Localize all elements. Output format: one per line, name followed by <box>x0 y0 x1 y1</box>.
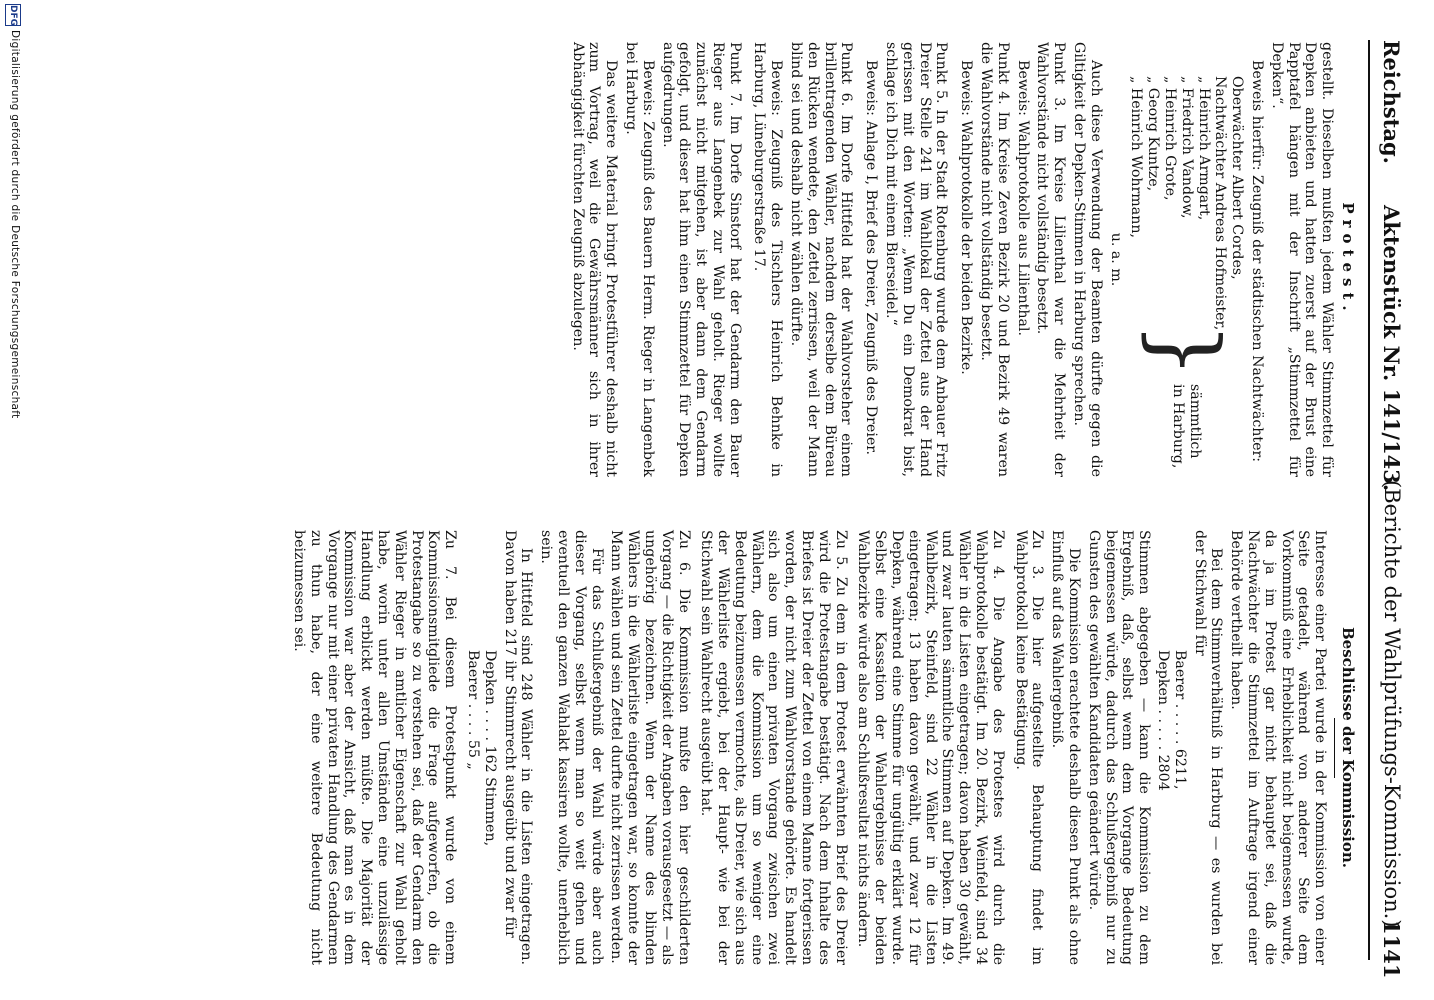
vote-name: Depken <box>1155 650 1172 705</box>
vote-name: Baerer <box>1171 650 1188 700</box>
page-header <box>1368 40 1410 979</box>
vote-row: Depken . . . . 162 Stimmen, <box>481 650 498 847</box>
header-right: (Berichte der Wahlprüfungs-Kommission.) <box>1380 480 1404 928</box>
names-list <box>1128 76 1246 331</box>
protest-title: Protest. <box>1339 202 1357 317</box>
punkt-6: Punkt 6. Im Dorfe Hittfeld hat der Wahlvorsteher einem brillentragenden Wähler, nachdem derselbe dem Büreau den Rücken wendete, den Zettel zerrissen, weil der Mann blind sei und deshalb nicht wählen dürfte. <box>788 42 855 477</box>
names-location: sämmtlich in Harburg, <box>1170 384 1204 469</box>
paragraph: Die Kommission erachtete deshalb diesen Punkt als ohne Einfluß auf das Wahlergebniß. <box>1049 530 1083 965</box>
page-number: 1141 <box>1379 920 1404 979</box>
brace-icon: } <box>1135 322 1239 378</box>
left-column-protest <box>566 42 1356 477</box>
vote-name: Depken <box>481 650 498 705</box>
dfg-logo-icon: DFG <box>5 4 21 26</box>
name-item: Nachtwächter Andreas Hofmeister, <box>1212 76 1229 331</box>
footer-text: Digitalisierung gefördert durch die Deutsche Forschungsgemeinschaft <box>9 30 21 419</box>
paragraph: Auch diese Verwendung der Beamten dürfte gegen die Giltigkeit der Depken-Stimmen in Harburg sprechen. <box>1071 42 1104 477</box>
vote-value: 6211, <box>1171 748 1188 790</box>
vote-value: 2804 <box>1155 754 1172 791</box>
name-item: „ Heinrich Armgart, <box>1195 76 1212 221</box>
names-etc: u. a. m. <box>1107 232 1124 287</box>
punkt-4: Punkt 4. Im Kreise Zeven Bezirk 20 und Bezirk 49 waren die Wahlvorstände nicht vollständig besetzt. <box>978 42 1011 477</box>
zu-6: Zu 6. Die Kommission mußte den hier geschilderten Vorgang — die Richtigkeit der Angaben vorausgesetzt — als ungehörig bezeichnen. Wenn der Name des blinden Wählers in die Wählerliste eingetragen war, so konnte der Mann wählen und sein Zettel durfte nicht zerrissen werden. <box>608 530 692 965</box>
paragraph: Stimmen abgegeben — kann die Kommission zu dem Ergebniß, daß, selbst wenn dem Vorgange Bedeutung beigemessen würde, dadurch das Schlußergebniß nur zu Gunsten des gewählten Kandidaten geändert würde. <box>1085 530 1153 965</box>
vote-row: Baerer . . . . . 6211, <box>1171 650 1188 790</box>
name-item: „ Georg Kuntze, <box>1145 76 1162 192</box>
beschluesse-title: Beschlüsse der Kommission. <box>1339 627 1357 868</box>
vote-value: 162 Stimmen, <box>481 745 498 847</box>
punkt-4-beweis: Beweis: Wahlprotokolle der beiden Bezirke. <box>958 60 975 375</box>
vote-name: Baerer <box>464 650 481 700</box>
name-item: Oberwächter Albert Cordes, <box>1229 76 1246 280</box>
header-left: Reichstag. <box>1379 40 1404 164</box>
paragraph: Das weitere Material bringt Protestführer deshalb nicht zum Vortrag, weil die Gewährsmänner sich in ihrer Abhängigkeit fürchten Zeugniß abzulegen. <box>569 42 620 477</box>
digitization-footer <box>2 0 24 1000</box>
punkt-7: Punkt 7. Im Dorfe Sinstorf hat der Gendarm den Bauer Rieger aus Langenbek zur Wahl geholt. Rieger wollte zunächst nicht mitgehen, ist aber dann dem Gendarm gefolgt, und dieser hat ihm einen Stimmzettel für Depken aufgedrungen. <box>659 42 743 477</box>
paragraph: Interesse einer Partei wurde in der Kommission von einer Seite getadelt, während von anderer Seite dem Vorkommniß eine Erheblichkeit nicht beigemessen wurde, da ja im Protest gar nicht behauptet sei, daß die Nachtwächter die Stimmzettel im Auftrage irgend einer Behörde vertheilt haben. <box>1228 530 1329 965</box>
punkt-6-beweis: Beweis: Zeugniß des Tischlers Heinrich Behnke in Harburg, Lüneburgerstraße 17. <box>751 42 785 477</box>
punkt-3: Punkt 3. Im Kreise Lilienthal war die Mehrheit der Wahlvorstände nicht vollständig besetzt. <box>1034 42 1068 477</box>
punkt-5: Punkt 5. In der Stadt Rotenburg wurde dem Anbauer Fritz Dreier Stelle 241 im Wahllokal der Zettel aus der Hand gerissen mit den Worten: „Wenn Du ein Demokrat bist, schlage ich Dich mit einem Bierseidel.“ <box>883 42 950 477</box>
paragraph: In Hittfeld sind 248 Wähler in die Listen eingetragen. Davon haben 217 ihr Stimmrecht ausgeübt und zwar für <box>501 530 535 965</box>
zu-5: Zu 5. Zu dem in dem Protest erwähnten Brief des Dreier wird die Protestangabe bestätigt. Nach dem Inhalte des Briefes ist Dreier der Zettel von einem Manne fortgerissen worden, der nicht zum Wahlvorstande gehörte. Es handelt sich also um einen privaten Vorgang zwischen zwei Wählern, dem die Kommission um so weniger eine Bedeutung beizumessen vermochte, als Dreier, wie sich aus der Wählerliste ergiebt, bei der Haupt- wie bei der Stichwahl sein Wahlrecht ausgeübt hat. <box>698 530 849 965</box>
zu-4: Zu 4. Die Angabe des Protestes wird durch die Wahlprotokolle bestätigt. Im 20. Bezirk, Weinfeld, sind 34 Wähler in die Listen eingetragen; davon haben 30 gewählt, und zwar lauten sämmtliche Stimmen auf Depken. Im 49. Wahlbezirk, Steinfeld, sind 22 Wähler in die Listen eingetragen; 13 haben davon gewählt, und zwar 12 für Depken, während eine Stimme für ungültig erklärt wurde. Selbst eine Kassation der Wahlergebnisse der beiden Wahlbezirke würde also am Schlußresultat nichts ändern. <box>855 530 1006 965</box>
name-item: „ Heinrich Wohrmann, <box>1128 76 1145 238</box>
paragraph: Bei dem Stimmverhältniß in Harburg — es wurden bei der Stichwahl für <box>1191 530 1225 965</box>
votes-table-hittfeld <box>464 650 498 965</box>
zu-3: Zu 3. Die hier aufgestellte Behauptung findet im Wahlprotokoll keine Bestätigung. <box>1012 530 1046 965</box>
beweis-paragraph: Beweis hierfür: Zeugniß der städtischen Nachtwächter: <box>1249 60 1266 463</box>
punkt-5-beweis: Beweis: Anlage I, Brief des Dreier, Zeugniß des Dreier. <box>863 60 880 455</box>
vote-value: 55 „ <box>464 739 481 770</box>
name-item: „ Friedrich Vandow, <box>1178 76 1195 219</box>
punkt-7-beweis: Beweis: Zeugniß des Bauern Herm. Rieger in Langenbek bei Harburg. <box>622 42 656 477</box>
name-item: „ Heinrich Grote, <box>1162 76 1179 201</box>
punkt-3-beweis: Beweis: Wahlprotokolle aus Lilienthal. <box>1014 60 1031 337</box>
votes-table-harburg <box>1154 650 1188 965</box>
right-column-beschluesse <box>287 530 1356 965</box>
names-block <box>1128 76 1246 477</box>
paragraph: gestellt. Dieselben mußten jedem Wähler Stimmzettel für Depken anbieten und hatten zuerst auf der Brust eine Papptafel hängen mit der Inschrift „Stimmzettel für Depken“. <box>1268 42 1336 477</box>
paragraph: Für das Schlußergebniß der Wahl würde aber auch dieser Vorgang, selbst wenn man so weit gehen und eventuell den ganzen Wahlakt kassiren wollte, unerheblich sein. <box>538 530 605 965</box>
vote-row: Depken . . . . . 2804 <box>1155 650 1172 791</box>
header-center: Aktenstück Nr. 141/143. <box>1379 205 1404 492</box>
title-divider <box>1334 718 1335 778</box>
vote-row: Baerer . . . . 55 „ <box>464 650 481 770</box>
zu-7: Zu 7. Bei diesem Protestpunkt wurde von einem Kommissionsmitgliede die Frage aufgeworfen, ob die Protestangabe so zu verstehen sei, daß der Gendarm den Wähler Rieger in amtlicher Eigenschaft zur Wahl geholt habe, worin unter allen Umständen eine unzulässige Handlung erblickt werden müßte. Die Majorität der Kommission war aber der Ansicht, daß man es in dem Vorgange nur mit einer privaten Handlung des Gendarmen zu thun habe, der eine weitere Bedeutung nicht beizumessen sei. <box>290 530 459 965</box>
